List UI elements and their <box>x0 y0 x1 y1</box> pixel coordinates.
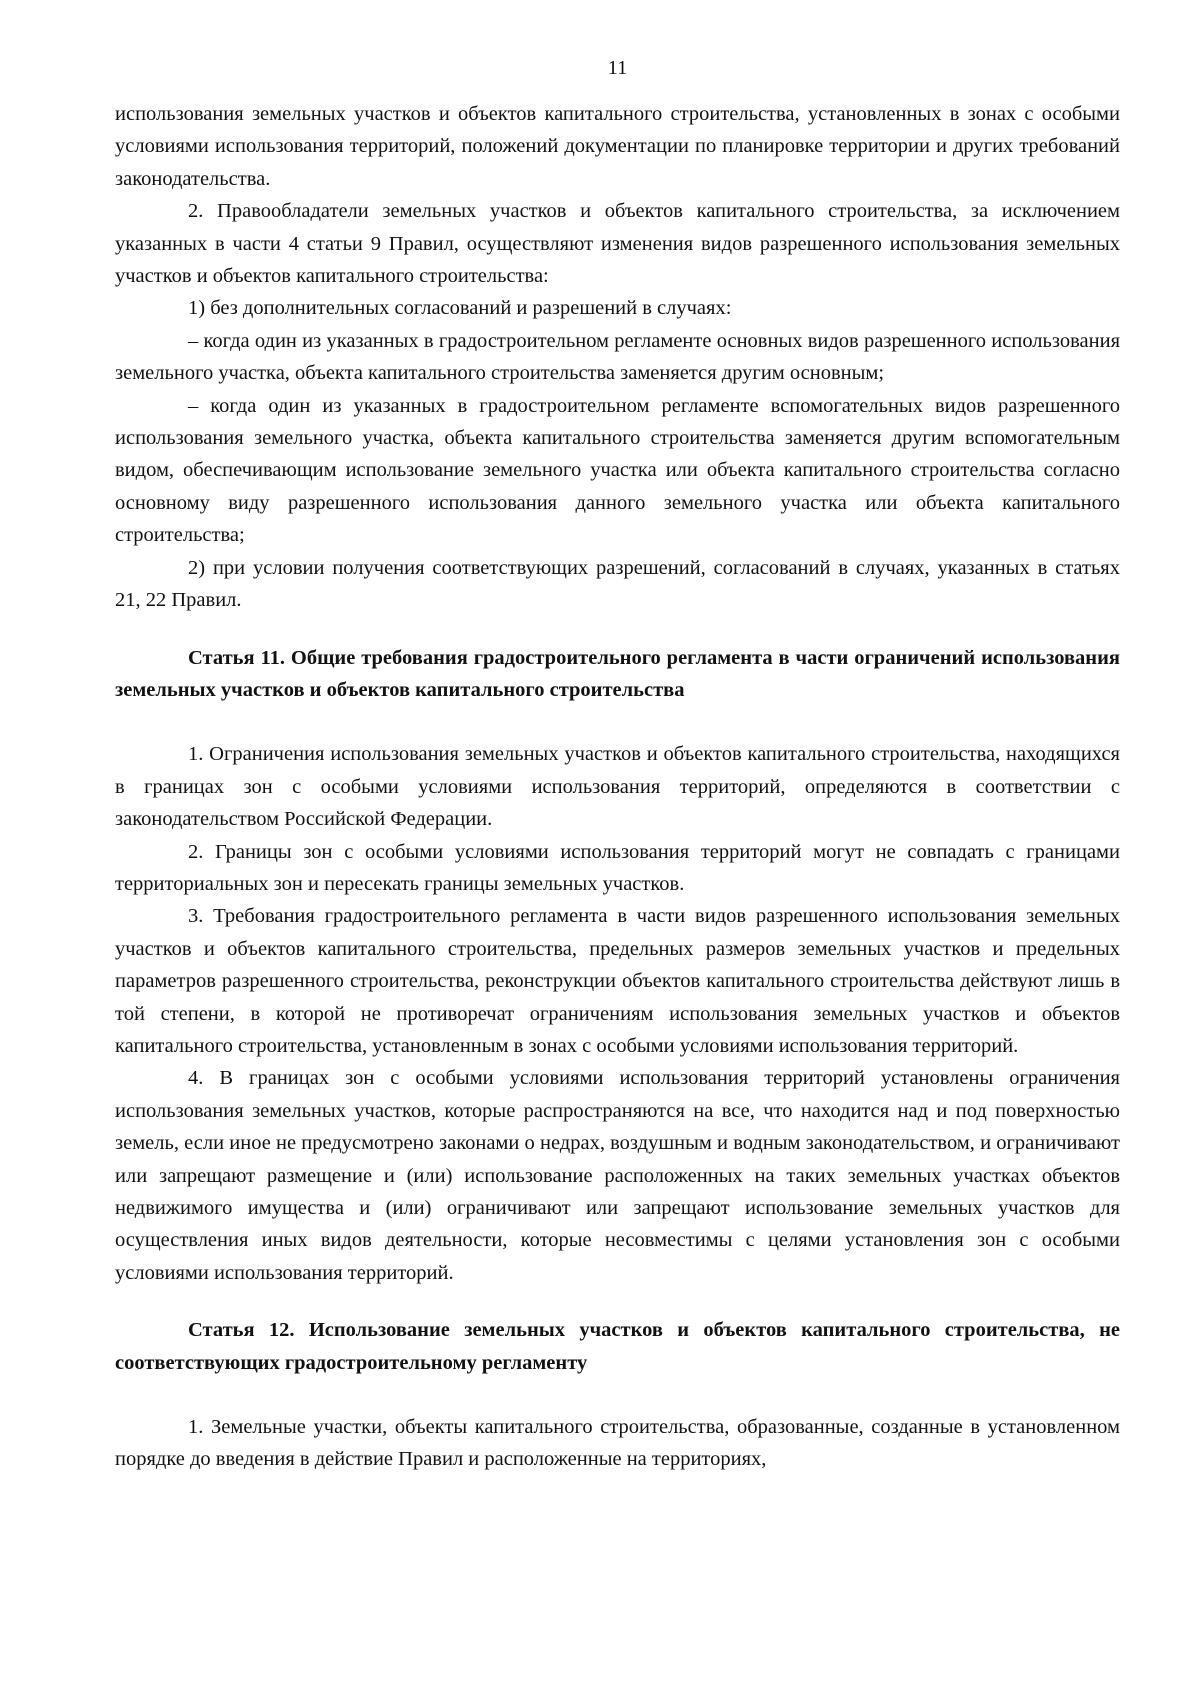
paragraph-dash-1: – когда один из указанных в градостроительном регламенте основных видов разрешенного использования земельного участка, объекта капитального строительства заменяется другим основным; <box>115 329 1120 385</box>
article-11-paragraph-3: 3. Требования градостроительного регламента в части видов разрешенного использования земельных участков и объектов капитального строительства, предельных размеров земельных участков и предельных параметров разрешенного строительства, реконструкции объектов капитального строительства действуют лишь в той степени, в которой не противоречат ограничениям использования земельных участков и объектов капитального строительства, установленным в зонах с особыми условиями использования территорий. <box>115 905 1120 1057</box>
page-number: 11 <box>607 57 628 79</box>
paragraph-subitem-1: 1) без дополнительных согласований и разрешений в случаях: <box>188 297 732 320</box>
article-11-paragraph-1: 1. Ограничения использования земельных участков и объектов капитального строительства, находящихся в границах зон с особыми условиями использования территорий, определяются в соответствии с законодательством Российской Федерации. <box>115 743 1120 831</box>
paragraph-continuation: использования земельных участков и объектов капитального строительства, установленных в зонах с особыми условиями использования территорий, положений документации по планировке территории и других требований законодательства. <box>115 103 1120 190</box>
article-12-heading: Статья 12. Использование земельных участков и объектов капитального строительства, не соответствующих градостроительному регламенту <box>115 1319 1120 1374</box>
article-11-paragraph-2: 2. Границы зон с особыми условиями использования территорий могут не совпадать с границами территориальных зон и пересекать границы земельных участков. <box>115 840 1120 895</box>
article-12-paragraph-1: 1. Земельные участки, объекты капитального строительства, образованные, созданные в установленном порядке до введения в действие Правил и расположенные на территориях, <box>115 1416 1120 1471</box>
paragraph-dash-2: – когда один из указанных в градостроительном регламенте вспомогательных видов разрешенного использования земельного участка, объекта капитального строительства заменяется другим вспомогательным видом, обеспечивающим использование земельного участка или объекта капитального строительства согласно основному виду разрешенного использования данного земельного участка или объекта капитального строительства; <box>115 394 1120 547</box>
paragraph-item-2: 2. Правообладатели земельных участков и объектов капитального строительства, за исключением указанных в части 4 статьи 9 Правил, осуществляют изменения видов разрешенного использования земельных участков и объектов капитального строительства: <box>115 200 1120 288</box>
paragraph-subitem-2: 2) при условии получения соответствующих разрешений, согласований в случаях, указанных в статьях 21, 22 Правил. <box>115 556 1120 612</box>
article-11-heading: Статья 11. Общие требования градостроительного регламента в части ограничений использования земельных участков и объектов капитального строительства <box>115 646 1120 701</box>
article-11-paragraph-4: 4. В границах зон с особыми условиями использования территорий установлены ограничения использования земельных участков, которые распространяются на все, что находится над и под поверхностью земель, если иное не предусмотрено законами о недрах, воздушным и водным законодательством, и ограничивают или запрещают размещение и (или) использование расположенных на таких земельных участках объектов недвижимого имущества и (или) ограничивают или запрещают использование земельных участков для осуществления иных видов деятельности, которые несовместимы с целями установления зон с особыми условиями использования территорий. <box>115 1067 1120 1284</box>
